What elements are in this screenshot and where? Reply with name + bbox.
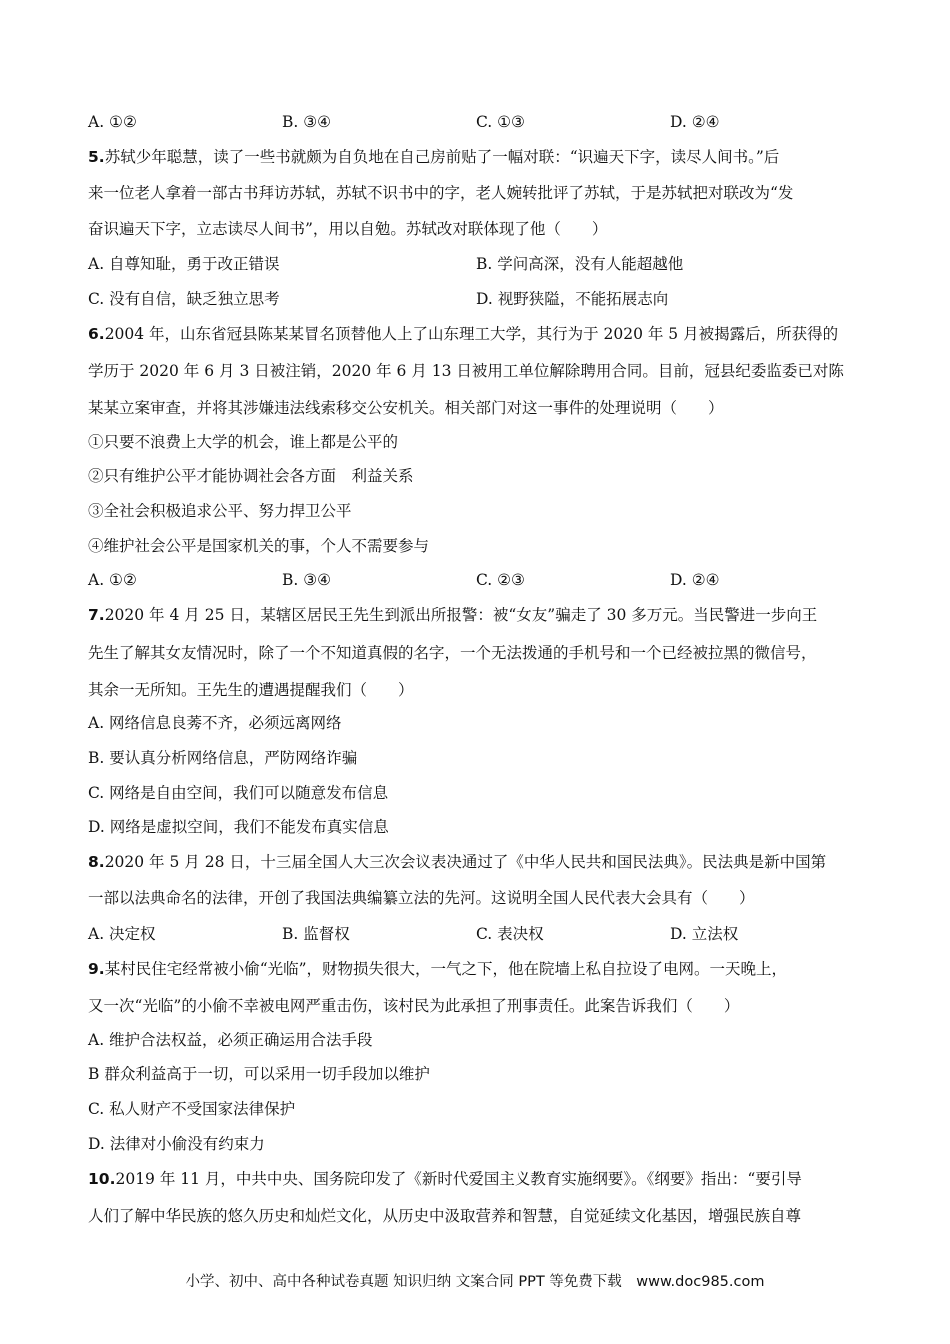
q7-option-d: D. 网络是虚拟空间，我们不能发布真实信息 <box>88 818 389 836</box>
q6-statement-3: ③全社会积极追求公平、努力捍卫公平 <box>88 502 352 520</box>
q7-line-3: 其余一无所知。王先生的遭遇提醒我们（ ） <box>88 681 414 699</box>
q4-option-b: B. ③④ <box>282 113 332 131</box>
q6-statement-2: ②只有维护公平才能协调社会各方面 利益关系 <box>88 467 414 485</box>
q6-line-1: 6.2004 年，山东省冠县陈某某冒名顶替他人上了山东理工大学，其行为于 2020 年 5 月被揭露后，所获得的 <box>88 325 839 343</box>
q5-option-a: A. 自尊知耻，勇于改正错误 <box>88 255 280 273</box>
page-footer: 小学、初中、高中各种试卷真题 知识归纳 文案合同 PPT 等免费下载 www.doc985.com <box>185 1274 765 1290</box>
q5-line-3: 奋识遍天下字，立志读尽人间书”，用以自勉。苏轼改对联体现了他（ ） <box>88 220 608 238</box>
q4-option-a: A. ①② <box>88 113 137 131</box>
q9-line-2: 又一次“光临”的小偷不幸被电网严重击伤，该村民为此承担了刑事责任。此案告诉我们（ ） <box>88 997 740 1015</box>
q8-option-b: B. 监督权 <box>282 925 350 943</box>
q6-line-3: 某某立案审查，并将其涉嫌违法线索移交公安机关。相关部门对这一事件的处理说明（ ） <box>88 399 724 417</box>
q9-option-d: D. 法律对小偷没有约束力 <box>88 1135 265 1153</box>
q7-option-a: A. 网络信息良莠不齐，必须远离网络 <box>88 714 342 732</box>
q6-number: 6. <box>88 325 105 343</box>
q5-line-2: 来一位老人拿着一部古书拜访苏轼，苏轼不识书中的字，老人婉转批评了苏轼，于是苏轼把对联改为“发 <box>88 184 794 202</box>
q6-statement-4: ④维护社会公平是国家机关的事，个人不需要参与 <box>88 537 430 555</box>
q6-line-2: 学历于 2020 年 6 月 3 日被注销，2020 年 6 月 13 日被用工单位解除聘用合同。目前，冠县纪委监委已对陈 <box>88 362 844 380</box>
q5-option-d: D. 视野狭隘，不能拓展志向 <box>476 290 669 308</box>
q5-option-b: B. 学问高深，没有人能超越他 <box>476 255 684 273</box>
q6-option-b: B. ③④ <box>282 571 332 589</box>
q7-option-b: B. 要认真分析网络信息，严防网络诈骗 <box>88 749 358 767</box>
q8-line-2: 一部以法典命名的法律，开创了我国法典编纂立法的先河。这说明全国人民代表大会具有（ ） <box>88 889 755 907</box>
q8-line-1: 8.2020 年 5 月 28 日，十三届全国人大三次会议表决通过了《中华人民共和国民法典》。民法典是新中国第 <box>88 853 827 871</box>
q7-line-2: 先生了解其女友情况时，除了一个不知道真假的名字，一个无法拨通的手机号和一个已经被拉黑的微信号， <box>88 644 817 662</box>
q4-option-d: D. ②④ <box>670 113 720 131</box>
q6-option-d: D. ②④ <box>670 571 720 589</box>
q10-line-2: 人们了解中华民族的悠久历史和灿烂文化，从历史中汲取营养和智慧，自觉延续文化基因，增强民族自尊 <box>88 1207 802 1225</box>
q5-option-c: C. 没有自信，缺乏独立思考 <box>88 290 280 308</box>
q5-number: 5. <box>88 148 105 166</box>
q6-option-a: A. ①② <box>88 571 137 589</box>
q5-line-1: 5.苏轼少年聪慧，读了一些书就颇为自负地在自己房前贴了一幅对联：“识遍天下字，读尽人间书。”后 <box>88 148 780 166</box>
q10-line-1: 10.2019 年 11 月，中共中央、国务院印发了《新时代爱国主义教育实施纲要》。《纲要》指出：“要引导 <box>88 1170 802 1188</box>
q7-line-1: 7.2020 年 4 月 25 日，某辖区居民王先生到派出所报警：被“女友”骗走了 30 多万元。当民警进一步向王 <box>88 606 818 624</box>
q8-number: 8. <box>88 853 105 871</box>
q4-option-c: C. ①③ <box>476 113 525 131</box>
q9-number: 9. <box>88 960 105 978</box>
q7-option-c: C. 网络是自由空间，我们可以随意发布信息 <box>88 784 389 802</box>
q9-option-b: B 群众利益高于一切，可以采用一切手段加以维护 <box>88 1065 430 1083</box>
q6-statement-1: ①只要不浪费上大学的机会，谁上都是公平的 <box>88 433 399 451</box>
q10-number: 10. <box>88 1170 116 1188</box>
q9-line-1: 9.某村民住宅经常被小偷“光临”，财物损失很大，一气之下，他在院墙上私自拉设了电网。一天晚上， <box>88 960 788 978</box>
q7-number: 7. <box>88 606 105 624</box>
q8-option-d: D. 立法权 <box>670 925 739 943</box>
q8-option-c: C. 表决权 <box>476 925 544 943</box>
q9-option-c: C. 私人财产不受国家法律保护 <box>88 1100 296 1118</box>
q6-option-c: C. ②③ <box>476 571 525 589</box>
q9-option-a: A. 维护合法权益，必须正确运用合法手段 <box>88 1031 373 1049</box>
q8-option-a: A. 决定权 <box>88 925 156 943</box>
